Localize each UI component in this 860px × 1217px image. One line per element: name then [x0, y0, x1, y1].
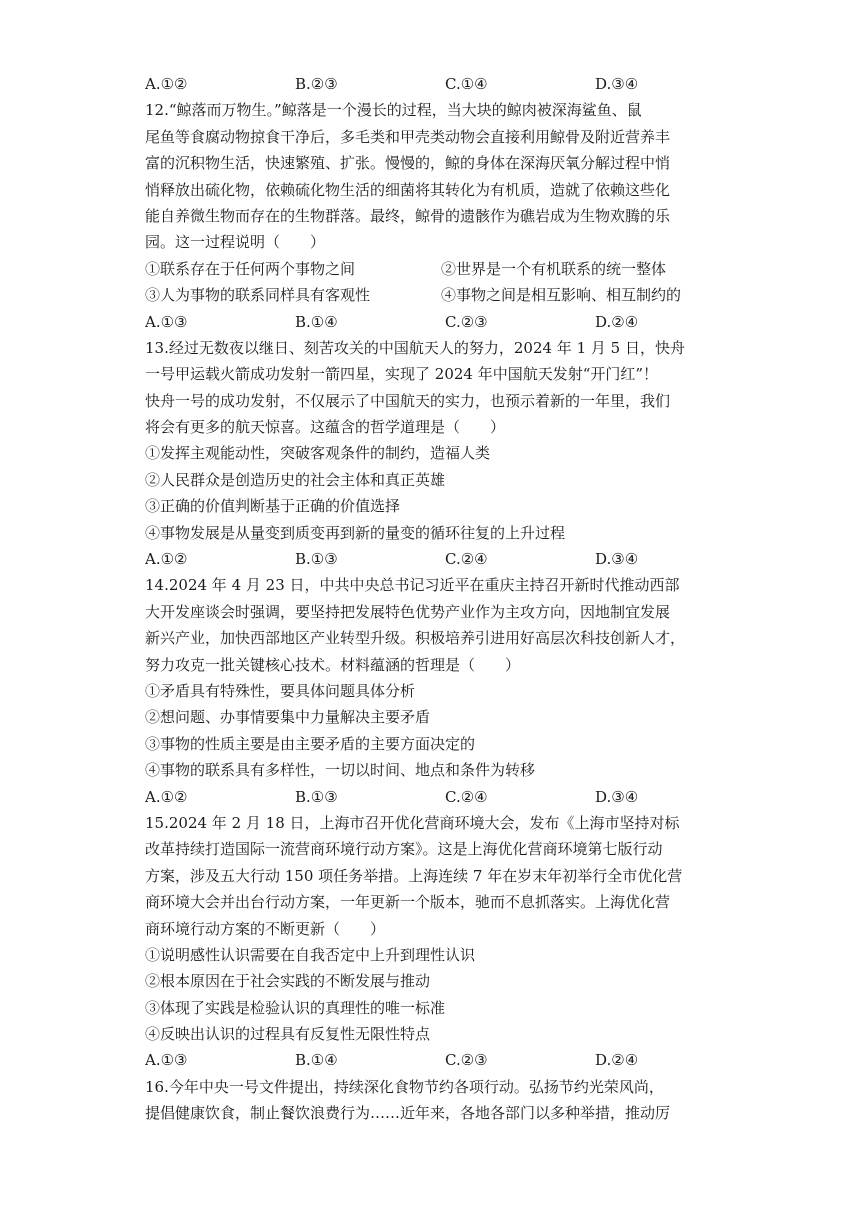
option-b: B.②③ — [295, 75, 338, 93]
question-stem-line: 方案，涉及五大行动 150 项任务举措。上海连续 7 年在岁末年初举行全市优化营 — [145, 866, 683, 885]
statement-3: ③体现了实践是检验认识的真理性的唯一标准 — [145, 998, 446, 1017]
question-stem-line: 大开发座谈会时强调，要坚持把发展特色优势产业作为主攻方向，因地制宜发展 — [145, 602, 671, 621]
option-a: A.①③ — [145, 1051, 188, 1070]
option-a: A.①② — [145, 75, 188, 93]
question-stem-line: 14.2024 年 4 月 23 日，中共中央总书记习近平在重庆主持召开新时代推动西部 — [145, 576, 680, 595]
option-d: D.③④ — [595, 787, 639, 806]
option-b: B.①④ — [295, 312, 338, 331]
option-d: D.③④ — [595, 550, 639, 569]
question-stem-line: 快舟一号的成功发射，不仅展示了中国航天的实力，也预示着新的一年里，我们 — [145, 391, 671, 410]
q15-options — [145, 1047, 735, 1073]
statement-1: ①发挥主观能动性，突破客观条件的制约，造福人类 — [145, 444, 491, 463]
question-stem-line: 16.今年中央一号文件提出，持续深化食物节约各项行动。弘扬节约光荣风尚， — [145, 1077, 664, 1096]
statement-3: ③人为事物的联系同样具有客观性 — [145, 286, 371, 305]
option-b: B.①④ — [295, 1051, 338, 1070]
statement-4: ④反映出认识的过程具有反复性无限性特点 — [145, 1025, 431, 1044]
statement-row — [145, 282, 735, 308]
q14-options — [145, 784, 735, 810]
question-stem-line: 商环境行动方案的不断更新（ ） — [145, 919, 386, 938]
question-stem-line: 一号甲运载火箭成功发射一箭四星，实现了 2024 年中国航天发射“开门红”！ — [145, 365, 659, 384]
q13-options — [145, 546, 735, 572]
statement-1: ①联系存在于任何两个事物之间 — [145, 259, 356, 278]
question-stem-line: 提倡健康饮食，制止餐饮浪费行为……近年来，各地各部门以多种举措，推动厉 — [145, 1104, 671, 1123]
option-c: C.②③ — [445, 312, 488, 331]
question-stem-line: 将会有更多的航天惊喜。这蕴含的哲学道理是（ ） — [145, 418, 506, 437]
q11-options — [145, 71, 735, 97]
statement-2: ②世界是一个有机联系的统一整体 — [441, 259, 667, 278]
option-a: A.①③ — [145, 312, 188, 331]
option-a: A.①② — [145, 787, 188, 806]
question-stem-line: 13.经过无数夜以继日、刻苦攻关的中国航天人的努力，2024 年 1 月 5 日，快舟 — [145, 338, 685, 357]
question-stem-line: 商环境大会并出台行动方案，一年更新一个版本，驰而不息抓落实。上海优化营 — [145, 893, 671, 912]
question-stem-line: 悄释放出硫化物，依赖硫化物生活的细菌将其转化为有机质，造就了依赖这些化 — [145, 180, 671, 199]
question-stem-line: 12.“鲸落而万物生。”鲸落是一个漫长的过程，当大块的鲸肉被深海鲨鱼、鼠 — [145, 101, 642, 120]
statement-2: ②根本原因在于社会实践的不断发展与推动 — [145, 972, 431, 991]
question-stem-line: 改革持续打造国际一流营商环境行动方案》。这是上海优化营商环境第七版行动 — [145, 840, 663, 859]
statement-4: ④事物发展是从量变到质变再到新的量变的循环往复的上升过程 — [145, 523, 566, 542]
question-stem-line: 努力攻克一批关键核心技术。材料蕴涵的哲理是（ ） — [145, 655, 521, 674]
question-14 — [145, 572, 735, 810]
question-16 — [145, 1074, 735, 1127]
statement-1: ①矛盾具有特殊性，要具体问题具体分析 — [145, 681, 416, 700]
question-stem-line: 能自养微生物而存在的生物群落。最终，鲸骨的遗骸作为礁岩成为生物欢腾的乐 — [145, 206, 671, 225]
question-stem-line: 富的沉积物生活，快速繁殖、扩张。慢慢的，鲸的身体在深海厌氧分解过程中悄 — [145, 154, 671, 173]
option-d: D.②④ — [595, 1051, 639, 1070]
statement-row — [145, 256, 735, 282]
question-stem-line: 园。这一过程说明（ ） — [145, 233, 326, 252]
question-stem-line: 15.2024 年 2 月 18 日，上海市召开优化营商环境大会，发布《上海市坚持对标 — [145, 813, 680, 832]
statement-2: ②人民群众是创造历史的社会主体和真正英雄 — [145, 470, 446, 489]
question-stem-line: 尾鱼等食腐动物掠食干净后，多毛类和甲壳类动物会直接利用鲸骨及附近营养丰 — [145, 127, 671, 146]
question-13 — [145, 335, 735, 573]
option-d: D.②④ — [595, 312, 639, 331]
option-c: C.②④ — [445, 550, 488, 569]
question-12 — [145, 97, 735, 335]
option-d: D.③④ — [595, 75, 639, 93]
option-c: C.①④ — [445, 75, 488, 93]
question-content — [145, 71, 735, 1127]
statement-1: ①说明感性认识需要在自我否定中上升到理性认识 — [145, 945, 476, 964]
option-c: C.②④ — [445, 787, 488, 806]
statement-4: ④事物之间是相互影响、相互制约的 — [441, 286, 682, 305]
option-a: A.①② — [145, 550, 188, 569]
statement-3: ③正确的价值判断基于正确的价值选择 — [145, 497, 401, 516]
option-b: B.①③ — [295, 787, 338, 806]
question-15 — [145, 810, 735, 1074]
q12-options — [145, 309, 735, 335]
option-c: C.②③ — [445, 1051, 488, 1070]
statement-4: ④事物的联系具有多样性，一切以时间、地点和条件为转移 — [145, 761, 536, 780]
option-b: B.①③ — [295, 550, 338, 569]
statement-2: ②想问题、办事情要集中力量解决主要矛盾 — [145, 708, 431, 727]
statement-3: ③事物的性质主要是由主要矛盾的主要方面决定的 — [145, 734, 476, 753]
question-stem-line: 新兴产业，加快西部地区产业转型升级。积极培养引进用好高层次科技创新人才， — [145, 629, 686, 648]
